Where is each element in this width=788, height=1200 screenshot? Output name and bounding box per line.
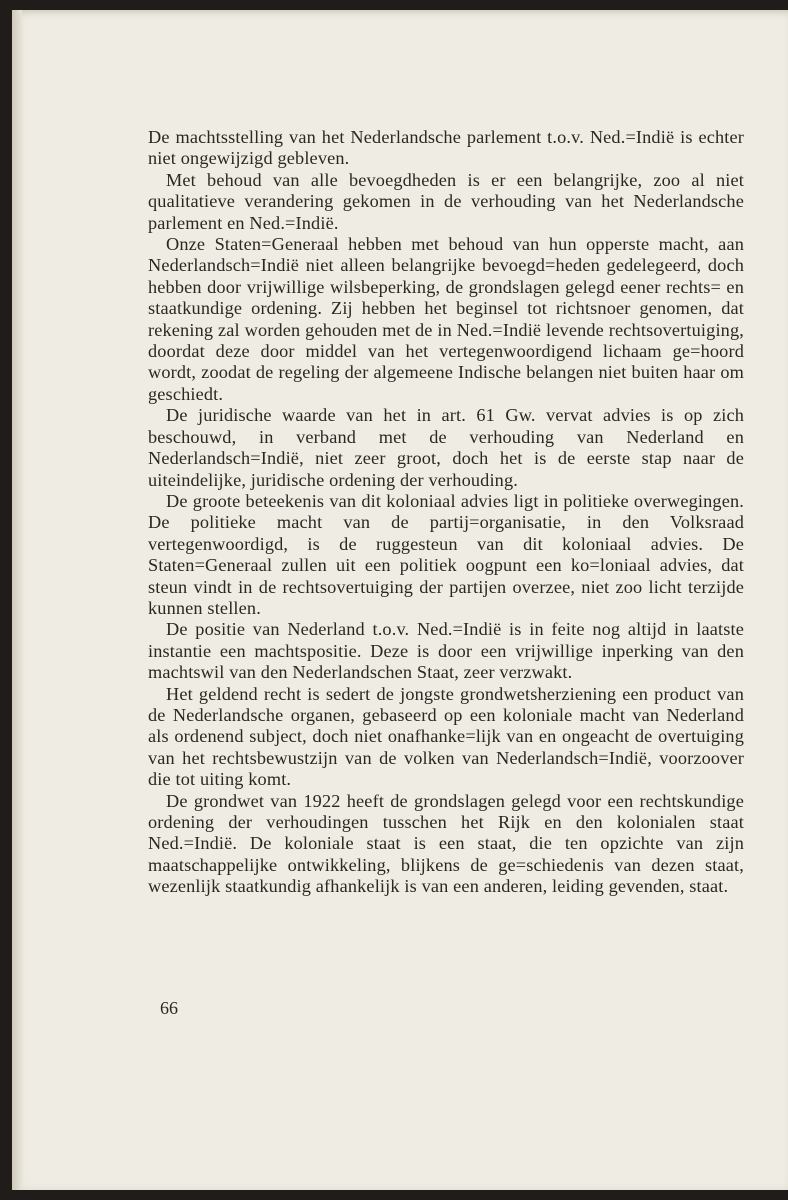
- paragraph: Met behoud van alle bevoegdheden is er een belangrijke, zoo al niet qualitatieve verandering gekomen in de verhouding van het Nederlandsche parlement en Ned.=Indië.: [148, 169, 744, 233]
- paragraph: De juridische waarde van het in art. 61 Gw. vervat advies is op zich beschouwd, in verband met de verhouding van Nederland en Nederlandsch=Indië, niet zeer groot, doch het is de eerste stap naar de uiteindelijke, juridische ordening der verhouding.: [148, 405, 744, 490]
- paragraph: De groote beteekenis van dit koloniaal advies ligt in politieke overwegingen. De politieke macht van de partij=organisatie, in den Volksraad vertegenwoordigd, is de ruggesteun van dit koloniaal advies. De Staten=Generaal zullen uit een politiek oogpunt een ko=loniaal advies, dat steun vindt in de rechtsovertuiging der partijen overzee, niet zoo licht terzijde kunnen stellen.: [148, 490, 744, 618]
- paragraph: De grondwet van 1922 heeft de grondslagen gelegd voor een rechtskundige ordening der verhoudingen tusschen het Rijk en den kolonialen staat Ned.=Indië. De koloniale staat is een staat, die ten opzichte van zijn maatschappelijke ontwikkeling, blijkens de ge=schiedenis van dezen staat, wezenlijk staatkundig afhankelijk is van een anderen, leiding gevenden, staat.: [148, 790, 744, 897]
- page-number: 66: [160, 998, 178, 1018]
- body-text: [148, 127, 744, 898]
- paragraph: De positie van Nederland t.o.v. Ned.=Indië is in feite nog altijd in laatste instantie een machtspositie. Deze is door een vrijwillige inperking van den machtswil van den Nederlandschen Staat, zeer verzwakt.: [148, 619, 744, 683]
- paragraph: Het geldend recht is sedert de jongste grondwetsherziening een product van de Nederlandsche organen, gebaseerd op een koloniale macht van Nederland als ordenend subject, doch niet onafhanke=lijk van en ongeacht de overtuiging van het rechtsbewustzijn van de volken van Nederlandsch=Indië, voorzoover die tot uiting komt.: [148, 683, 744, 790]
- page-spine: [12, 10, 22, 1190]
- paragraph: De machtsstelling van het Nederlandsche parlement t.o.v. Ned.=Indië is echter niet ongewijzigd gebleven.: [148, 127, 744, 169]
- paragraph: Onze Staten=Generaal hebben met behoud van hun opperste macht, aan Nederlandsch=Indië niet alleen belangrijke bevoegd=heden gedelegeerd, doch hebben door vrijwillige wilsbeperking, de grondslagen gelegd eener rechts= en staatkundige ordening. Zij hebben het beginsel tot richtsnoer genomen, dat rekening zal worden gehouden met de in Ned.=Indië levende rechtsovertuiging, doordat deze door middel van het vertegenwoordigend lichaam ge=hoord wordt, zoodat de regeling der algemeene Indische belangen niet buiten haar om geschiedt.: [148, 234, 744, 404]
